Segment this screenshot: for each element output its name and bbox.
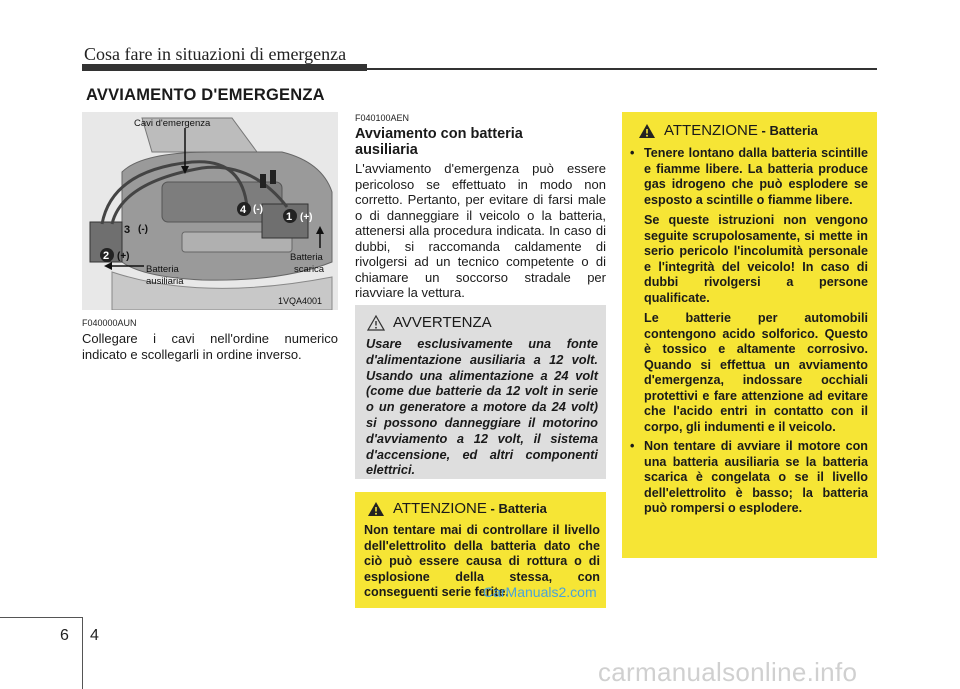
section-title: AVVIAMENTO D'EMERGENZA [86,86,325,104]
engine-bay-illustration [82,112,338,310]
marker-3-sign: (-) [138,224,148,235]
marker-3-number: 3 [124,224,131,236]
arrow-icon [104,262,112,270]
figure-code: 1VQA4001 [278,296,323,306]
label-discharged-line1: Batteria [290,252,323,263]
attenzione-small-suffix: - Batteria [486,501,547,516]
marker-2-sign: (+) [117,251,130,262]
attenzione-big-box [622,112,877,558]
label-booster-line2: ausiliaria [146,276,184,287]
marker-4-sign: (-) [253,204,263,215]
clamp-icon [260,174,266,188]
attenzione-big-list [630,146,868,517]
avvertenza-text: Usare esclusivamente una fonte d'alimentazione ausiliaria a 12 volt. Usando una alimentazione a 24 volt (come due batterie da 12 volt in serie o un generatore a motore da 24 volt) si possono danneggiare il motorino d'avviamento a 12 volt, il sistema d'accensione, ed altri componenti elettrici. [366,336,598,478]
marker-1-sign: (+) [300,212,313,223]
middle-code: F040100AEN [355,113,410,123]
attenzione-big-title: ATTENZIONE [664,122,758,139]
clamp-icon [270,170,276,184]
bullet-1-paragraph-3: Le batterie per automobili contengono acido solforico. Questo è tossico e altamente corrosivo. Quando si effettua un avviamento d'emergenza, indossare occhiali protettivi e fare attenzione ad evitare che l'acido entri in contatto con il corpo, gli indumenti e il veicolo. [644,311,868,434]
label-booster-line1: Batteria [146,264,179,275]
attenzione-small-header [367,500,547,517]
marker-1-number: 1 [286,211,293,223]
bullet-1-paragraph-2: Se queste istruzioni non vengono seguite scrupolosamente, si mette in serio pericolo l'incolumità personale e l'integrità del veicolo! In caso di dubbi rivolgersi a persone qualificate. [644,213,868,305]
attenzione-big-header [638,122,818,139]
avvertenza-title: AVVERTENZA [393,314,492,331]
left-code: F040000AUN [82,318,137,328]
marker-2-number: 2 [103,250,110,262]
bullet-2-text: Non tentare di avviare il motore con una batteria ausiliaria se la batteria scarica è congelata o se il livello dell'elettrolito è basso; la batteria può rompersi o esplodere. [644,439,868,515]
footer-rule [0,617,82,618]
page-number: 4 [90,627,99,644]
chapter-title: Cosa fare in situazioni di emergenza [84,44,347,64]
left-body-text: Collegare i cavi nell'ordine numerico indicato e scollegarli in ordine inverso. [82,331,338,362]
chapter-number: 6 [60,627,69,644]
attenzione-big-suffix: - Batteria [757,123,818,138]
attenzione-small-title: ATTENZIONE [393,500,487,517]
list-item [630,439,868,517]
footer-divider [82,617,83,689]
label-discharged-line2: scarica [294,264,325,275]
bullet-1-text: Tenere lontano dalla batteria scintille e fiamme libere. La batteria produce gas idrogeno che può esplodere se esposto a scintille o fiamme libere. [644,146,868,207]
avvertenza-header [367,314,492,331]
list-item [630,146,868,435]
middle-subtitle: Avviamento con batteria ausiliaria [355,126,523,158]
avvertenza-box [355,305,606,479]
watermark-top: CarManuals2.com [483,584,597,600]
jump-start-figure [82,112,338,310]
warning-triangle-icon [638,123,656,139]
label-cables: Cavi d'emergenza [134,118,211,129]
warning-triangle-icon [367,501,385,517]
middle-body-text: L'avviamento d'emergenza può essere pericoloso se effettuato in modo non corretto. Pertanto, per evitare di farsi male o di danneggiare il veicolo o la batteria, attenersi alla procedura indicata. In caso di dubbi, si raccomanda caldamente di rivolgersi ad un tecnico competente o di chiamare un soccorso stradale per riavviare la vettura. [355,161,606,300]
watermark-bottom: carmanualsonline.info [598,657,858,687]
header-rule [82,68,877,70]
attenzione-small-text: Non tentare mai di controllare il livello dell'elettrolito della batteria dato che ciò può essere causa di rottura o di esplosione della stessa, con conseguenti serie ferite. [364,523,600,599]
marker-4-number: 4 [240,204,247,216]
warning-triangle-icon [367,315,385,331]
